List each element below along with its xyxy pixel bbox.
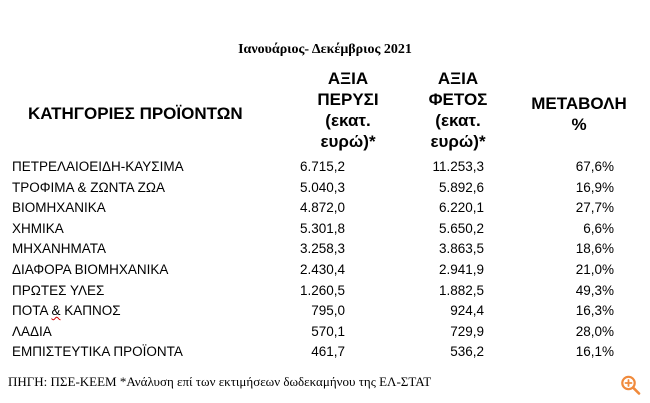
row-category: ΧΗΜΙΚΑ (12, 220, 64, 236)
row-category-part: ΠΟΤΑ (12, 303, 52, 319)
row-previous-value: 2.430,4 (299, 261, 345, 277)
row-current-value: 11.253,3 (432, 159, 484, 174)
row-category: ΠΡΩΤΕΣ ΥΛΕΣ (12, 282, 105, 298)
table-row (0, 178, 650, 199)
row-previous-value: 461,7 (311, 344, 345, 360)
row-change: 18,6% (575, 241, 614, 257)
table-row (0, 301, 650, 322)
header-previous-line: ΑΞΙΑ (327, 69, 369, 88)
row-previous-value: 570,1 (311, 323, 345, 339)
table-row (0, 219, 650, 240)
row-current-value: 536,2 (450, 344, 484, 360)
header-previous-value (300, 68, 396, 152)
table-row (0, 281, 650, 302)
header-current-line: ευρώ)* (430, 132, 486, 151)
table-row (0, 342, 650, 363)
row-current-value: 2.941,9 (438, 261, 484, 277)
row-previous-value: 1.260,5 (299, 282, 345, 298)
row-current-value: 5.892,6 (438, 179, 484, 195)
zoom-in-icon (619, 374, 643, 396)
row-previous-value: 795,0 (311, 303, 345, 319)
header-current-line: (εκατ. (435, 111, 481, 130)
header-current-line: ΑΞΙΑ (437, 69, 479, 88)
row-category: ΕΜΠΙΣΤΕΥΤΙΚΑ ΠΡΟΪΟΝΤΑ (12, 344, 183, 360)
table-row (0, 157, 650, 178)
table-row (0, 260, 650, 281)
row-previous-value: 6.715,2 (299, 159, 345, 174)
header-current-line: ΦΕΤΟΣ (428, 90, 488, 109)
product-table (0, 157, 650, 363)
zoom-in-button[interactable] (618, 374, 644, 396)
row-change: 28,0% (575, 323, 614, 339)
header-previous-line: (εκατ. (325, 111, 371, 130)
row-change: 49,3% (575, 282, 614, 298)
row-change: 16,9% (575, 179, 614, 195)
row-previous-value: 3.258,3 (299, 241, 345, 257)
row-category (12, 301, 121, 322)
row-category-part: ΚΑΠΝΟΣ (60, 303, 121, 319)
header-current-value (410, 68, 506, 152)
table-row (0, 198, 650, 219)
header-previous-line: ΠΕΡΥΣΙ (317, 90, 379, 109)
header-change-line: ΜΕΤΑΒΟΛΗ (531, 94, 627, 113)
row-change: 16,1% (575, 344, 614, 360)
table-row (0, 322, 650, 343)
row-current-value: 1.882,5 (438, 282, 484, 298)
row-current-value: 729,9 (450, 323, 484, 339)
header-change-line: % (571, 115, 587, 134)
row-category: ΔΙΑΦΟΡΑ ΒΙΟΜΗΧΑΝΙΚΑ (12, 261, 169, 277)
row-previous-value: 4.872,0 (299, 200, 345, 216)
row-category: ΠΕΤΡΕΛΑΙΟΕΙΔΗ-ΚΑΥΣΙΜΑ (12, 159, 184, 174)
row-change: 67,6% (575, 159, 614, 174)
row-category: ΤΡΟΦΙΜΑ & ΖΩΝΤΑ ΖΩΑ (12, 179, 165, 195)
row-current-value: 6.220,1 (438, 200, 484, 216)
header-previous-line: ευρώ)* (320, 132, 376, 151)
row-change: 16,3% (575, 303, 614, 319)
row-previous-value: 5.301,8 (299, 220, 345, 236)
row-current-value: 924,4 (450, 303, 484, 319)
row-category: ΒΙΟΜΗΧΑΝΙΚΑ (12, 200, 106, 216)
row-current-value: 3.863,5 (438, 241, 484, 257)
row-change: 6,6% (583, 220, 614, 236)
row-current-value: 5.650,2 (438, 220, 484, 236)
table-row (0, 239, 650, 260)
source-note: ΠΗΓΗ: ΠΣΕ-ΚΕΕΜ *Ανάλυση επί των εκτιμήσεων δωδεκαμήνου της ΕΛ-ΣΤΑΤ (8, 374, 432, 389)
row-category: ΜΗΧΑΝΗΜΑΤΑ (12, 241, 106, 257)
period-title: Ιανουάριος- Δεκέμβριος 2021 (238, 42, 412, 57)
row-category-ampersand: & (51, 303, 61, 319)
header-change (524, 93, 634, 135)
row-change: 21,0% (575, 261, 614, 277)
row-category: ΛΑΔΙΑ (12, 323, 52, 339)
row-change: 27,7% (575, 200, 614, 216)
header-category: ΚΑΤΗΓΟΡΙΕΣ ΠΡΟΪΟΝΤΩΝ (28, 104, 243, 123)
row-previous-value: 5.040,3 (299, 179, 345, 195)
